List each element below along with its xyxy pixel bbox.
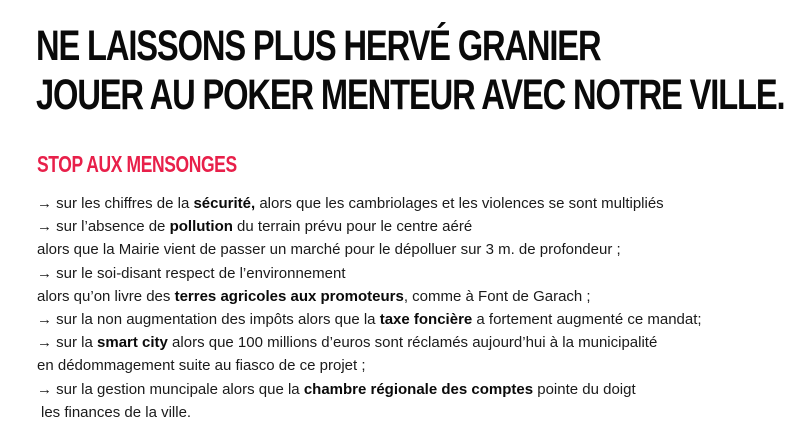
headline-line-2: JOUER AU POKER MENTEUR AVEC NOTRE VILLE. <box>36 71 785 119</box>
headline-line-1: NE LAISSONS PLUS HERVÉ GRANIER <box>36 22 601 70</box>
text-line-4 <box>37 262 702 285</box>
headline <box>36 22 784 120</box>
text-fragment: , comme à Font de Garach ; <box>403 287 591 305</box>
text-fragment: alors que 100 millions d’euros sont réclamés aujourd’hui à la municipalité <box>167 334 658 352</box>
body-text <box>37 192 702 424</box>
text-line-3 <box>37 238 702 261</box>
text-fragment: → sur l’absence de <box>37 218 170 236</box>
text-line-8 <box>37 354 702 377</box>
text-fragment: → sur la gestion muncipale alors que la <box>37 380 304 398</box>
text-fragment: les finances de la ville. <box>41 403 192 421</box>
text-line-2 <box>37 215 702 238</box>
text-fragment: alors que les cambriolages et les violences se sont multipliés <box>255 195 664 212</box>
text-fragment: du terrain prévu pour le centre aéré <box>232 218 473 236</box>
text-fragment: a fortement augmenté ce mandat; <box>472 311 702 329</box>
text-fragment: alors que la Mairie vient de passer un marché pour le dépolluer sur 3 m. de profondeur ; <box>37 241 621 259</box>
text-fragment: → sur la <box>37 334 98 352</box>
text-fragment: → sur les chiffres de la <box>37 195 194 212</box>
bold-phrase: smart city <box>97 334 168 352</box>
bold-phrase: terres agricoles aux promoteurs <box>174 287 404 305</box>
subtitle: STOP AUX MENSONGES <box>37 151 237 177</box>
text-fragment: alors qu’on livre des <box>37 287 175 305</box>
text-line-7 <box>37 331 702 354</box>
text-fragment: → sur le soi-disant respect de l’environnement <box>37 264 346 282</box>
text-line-5 <box>37 285 702 308</box>
bold-phrase: taxe foncière <box>379 311 473 329</box>
text-fragment: en dédommagement suite au fiasco de ce projet ; <box>37 357 366 375</box>
text-fragment: → sur la non augmentation des impôts alors que la <box>37 311 380 329</box>
text-fragment: pointe du doigt <box>533 380 636 398</box>
bold-phrase: sécurité, <box>193 195 256 212</box>
text-line-9 <box>37 378 702 401</box>
bold-phrase: pollution <box>169 218 233 236</box>
text-line-10 <box>37 401 702 424</box>
bold-phrase: chambre régionale des comptes <box>303 380 534 398</box>
text-line-6 <box>37 308 702 331</box>
text-line-1 <box>37 192 702 215</box>
